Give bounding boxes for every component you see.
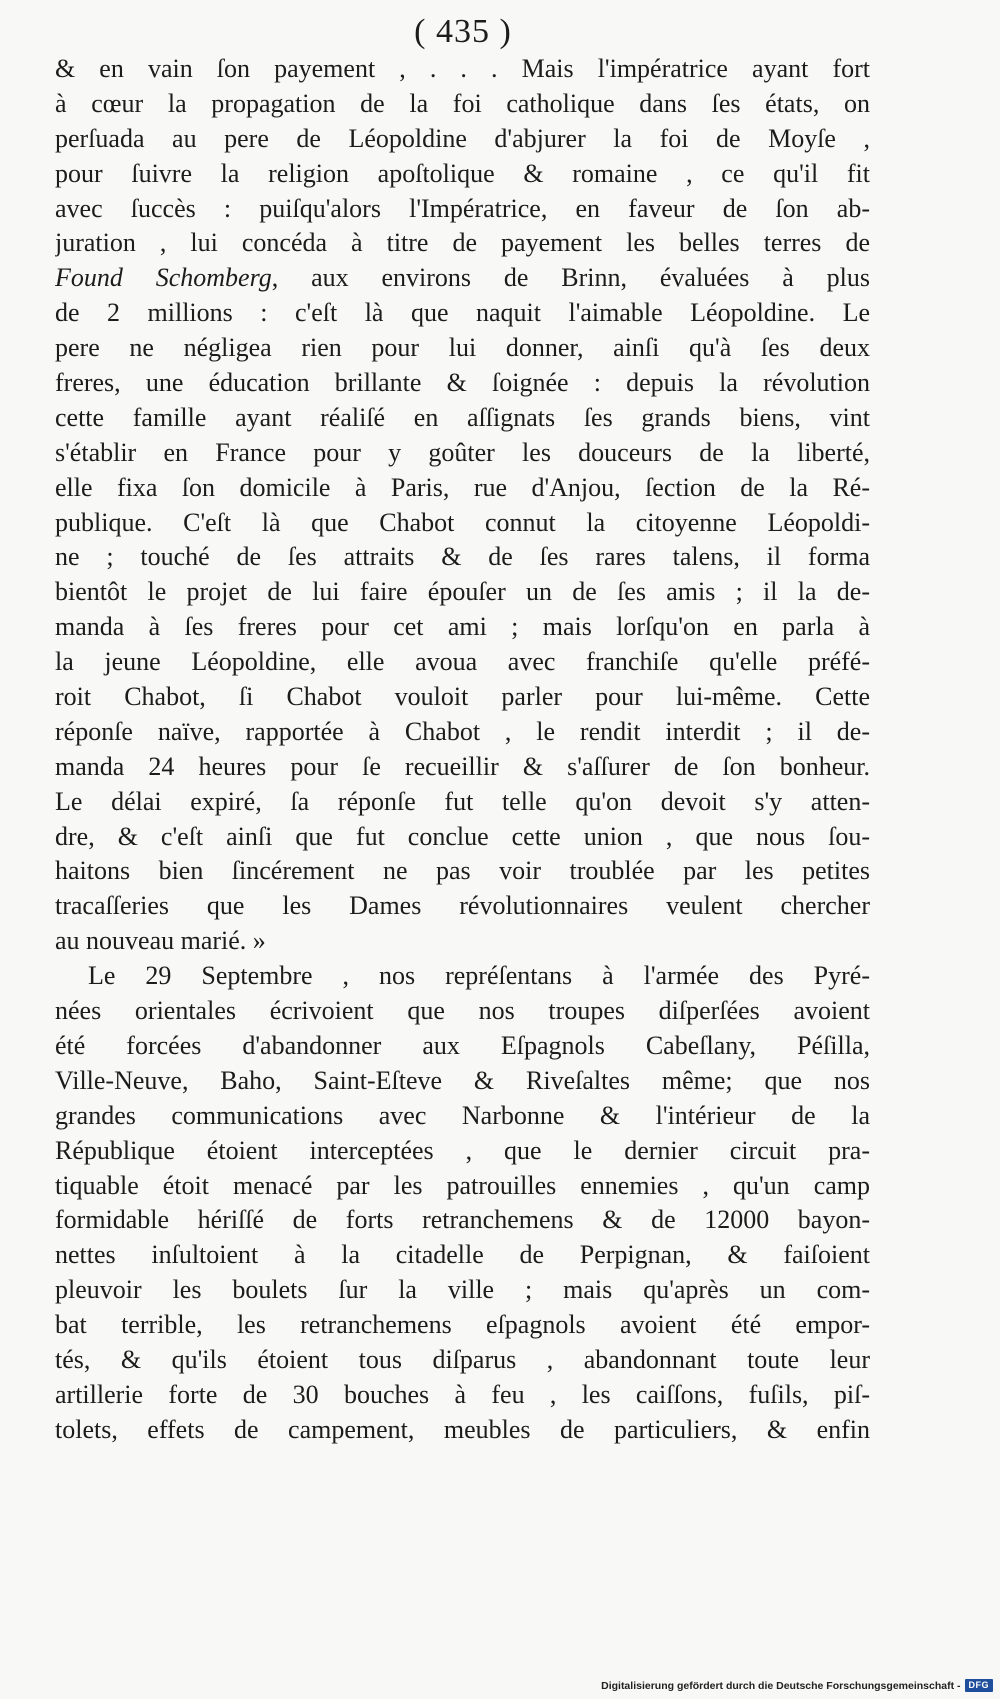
text-line: manda 24 heures pour ſe recueillir & s'aſſurer de ſon bonheur. bbox=[55, 751, 870, 781]
paragraph-1 bbox=[55, 52, 870, 959]
text-line: pleuvoir les boulets ſur la ville ; mais qu'après un com- bbox=[55, 1275, 870, 1305]
text-line: bientôt le projet de lui faire épouſer un de ſes amis ; il la de- bbox=[55, 577, 870, 607]
paragraph-2 bbox=[55, 959, 870, 1447]
text-line: haitons bien ſincérement ne pas voir troublée par les petites bbox=[55, 856, 870, 886]
page-body bbox=[55, 52, 870, 1448]
text-line: s'établir en France pour y goûter les douceurs de la liberté, bbox=[55, 437, 870, 467]
place-name-italic: Found Schomberg bbox=[55, 263, 272, 293]
text-line: tiquable étoit menacé par les patrouilles ennemies , qu'un camp bbox=[55, 1170, 870, 1200]
dfg-logo: DFG bbox=[965, 1679, 994, 1692]
text-line: au nouveau marié. » bbox=[55, 926, 266, 956]
text-line: à cœur la propagation de la foi catholique dans ſes états, on bbox=[55, 88, 870, 118]
text-line: grandes communications avec Narbonne & l'intérieur de la bbox=[55, 1100, 870, 1130]
text-line: Le délai expiré, ſa réponſe fut telle qu'on devoit s'y atten- bbox=[55, 786, 870, 816]
text-line: juration , lui concéda à titre de payement les belles terres de bbox=[55, 228, 870, 258]
text-line: avec ſuccès : puiſqu'alors l'Impératrice, en faveur de ſon ab- bbox=[55, 193, 870, 223]
page-number: ( 435 ) bbox=[414, 13, 512, 50]
text-line: pere ne négligea rien pour lui donner, ainſi qu'à ſes deux bbox=[55, 333, 870, 363]
text-line: dre, & c'eſt ainſi que fut conclue cette union , que nous ſou- bbox=[55, 821, 870, 851]
text-line: tés, & qu'ils étoient tous diſparus , abandonnant toute leur bbox=[55, 1344, 870, 1374]
text-line: nettes inſultoient à la citadelle de Perpignan, & faiſoient bbox=[55, 1240, 870, 1270]
text-line: pour ſuivre la religion apoſtolique & romaine , ce qu'il fit bbox=[55, 158, 870, 188]
text-line: freres, une éducation brillante & ſoignée : depuis la révolution bbox=[55, 368, 870, 398]
credit-text: Digitalisierung gefördert durch die Deutsche Forschungsgemeinschaft - bbox=[601, 1679, 961, 1692]
text-line: Le 29 Septembre , nos repréſentans à l'armée des Pyré- bbox=[88, 961, 870, 991]
text-line: été forcées d'abandonner aux Eſpagnols Cabeſlany, Péſilla, bbox=[55, 1030, 870, 1060]
text-line: perſuada au pere de Léopoldine d'abjurer la foi de Moyſe , bbox=[55, 123, 870, 153]
text-line bbox=[55, 261, 870, 296]
text-line: roit Chabot, ſi Chabot vouloit parler pour lui-même. Cette bbox=[55, 682, 870, 712]
text-line: réponſe naïve, rapportée à Chabot , le rendit interdit ; il de- bbox=[55, 716, 870, 746]
text-line: cette famille ayant réaliſé en aſſignats ſes grands biens, vint bbox=[55, 402, 870, 432]
text-line: artillerie forte de 30 bouches à feu , les caiſſons, fuſils, piſ- bbox=[55, 1379, 870, 1409]
text-line: nées orientales écrivoient que nos troupes diſperſées avoient bbox=[55, 996, 870, 1026]
text-line: République étoient interceptées , que le dernier circuit pra- bbox=[55, 1135, 870, 1165]
digitization-credit bbox=[601, 1679, 993, 1692]
text-line: manda à ſes freres pour cet ami ; mais lorſqu'on en parla à bbox=[55, 612, 870, 642]
text-line: ne ; touché de ſes attraits & de ſes rares talens, il forma bbox=[55, 542, 870, 572]
text-line: bat terrible, les retranchemens eſpagnols avoient été empor- bbox=[55, 1310, 870, 1340]
text-line: publique. C'eſt là que Chabot connut la citoyenne Léopoldi- bbox=[55, 507, 870, 537]
text-line: tracaſſeries que les Dames révolutionnaires veulent chercher bbox=[55, 891, 870, 921]
text-line: elle fixa ſon domicile à Paris, rue d'Anjou, ſection de la Ré- bbox=[55, 472, 870, 502]
text-line: de 2 millions : c'eſt là que naquit l'aimable Léopoldine. Le bbox=[55, 298, 870, 328]
text-line-rest: , aux environs de Brinn, évaluées à plus bbox=[271, 263, 870, 293]
text-line: la jeune Léopoldine, elle avoua avec franchiſe qu'elle préfé- bbox=[55, 647, 870, 677]
text-line: Ville-Neuve, Baho, Saint-Eſteve & Riveſaltes même; que nos bbox=[55, 1065, 870, 1095]
text-line: & en vain ſon payement , . . . Mais l'impératrice ayant fort bbox=[55, 54, 870, 83]
text-line: formidable hériſſé de forts retranchemens & de 12000 bayon- bbox=[55, 1205, 870, 1235]
text-line: tolets, effets de campement, meubles de particuliers, & enfin bbox=[55, 1414, 870, 1444]
